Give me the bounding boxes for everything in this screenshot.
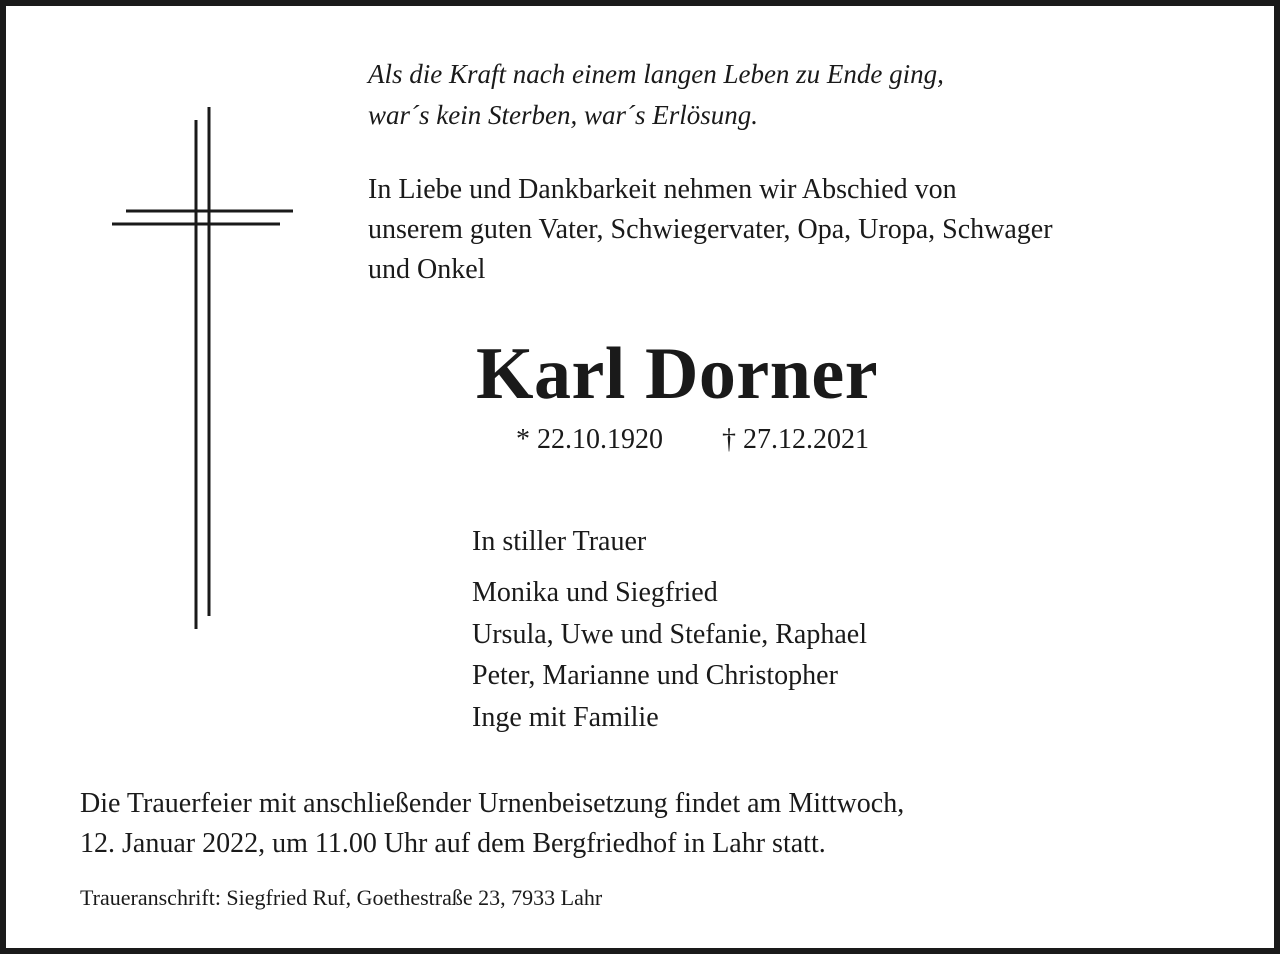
list-item: Peter, Marianne und Christopher bbox=[472, 660, 838, 691]
mourning-heading: In stiller Trauer bbox=[472, 526, 647, 557]
ceremony-notice bbox=[80, 784, 904, 864]
death-date: † 27.12.2021 bbox=[722, 424, 869, 455]
ceremony-line: Die Trauerfeier mit anschließender Urnenbeisetzung findet am Mittwoch, bbox=[80, 788, 905, 819]
list-item: Monika und Siegfried bbox=[472, 577, 718, 608]
mourning-address: Traueranschrift: Siegfried Ruf, Goethestraße 23, 7933 Lahr bbox=[80, 885, 603, 910]
intro-line: unserem guten Vater, Schwiegervater, Opa, Uropa, Schwager bbox=[368, 214, 1053, 245]
cross-icon bbox=[6, 6, 306, 646]
intro-line: In Liebe und Dankbarkeit nehmen wir Abschied von bbox=[368, 174, 957, 205]
intro-line: und Onkel bbox=[368, 254, 486, 285]
motto-line: war´s kein Sterben, war´s Erlösung. bbox=[368, 100, 758, 130]
motto-line: Als die Kraft nach einem langen Leben zu Ende ging, bbox=[368, 59, 944, 89]
birth-date: * 22.10.1920 bbox=[516, 424, 663, 455]
ceremony-line: 12. Januar 2022, um 11.00 Uhr auf dem Bergfriedhof in Lahr statt. bbox=[80, 828, 826, 859]
mourners-list bbox=[472, 572, 867, 738]
motto-quote bbox=[368, 54, 944, 136]
intro-text bbox=[368, 170, 1053, 290]
list-item: Inge mit Familie bbox=[472, 701, 659, 733]
list-item: Ursula, Uwe und Stefanie, Raphael bbox=[472, 618, 867, 650]
deceased-name: Karl Dorner bbox=[476, 333, 879, 415]
